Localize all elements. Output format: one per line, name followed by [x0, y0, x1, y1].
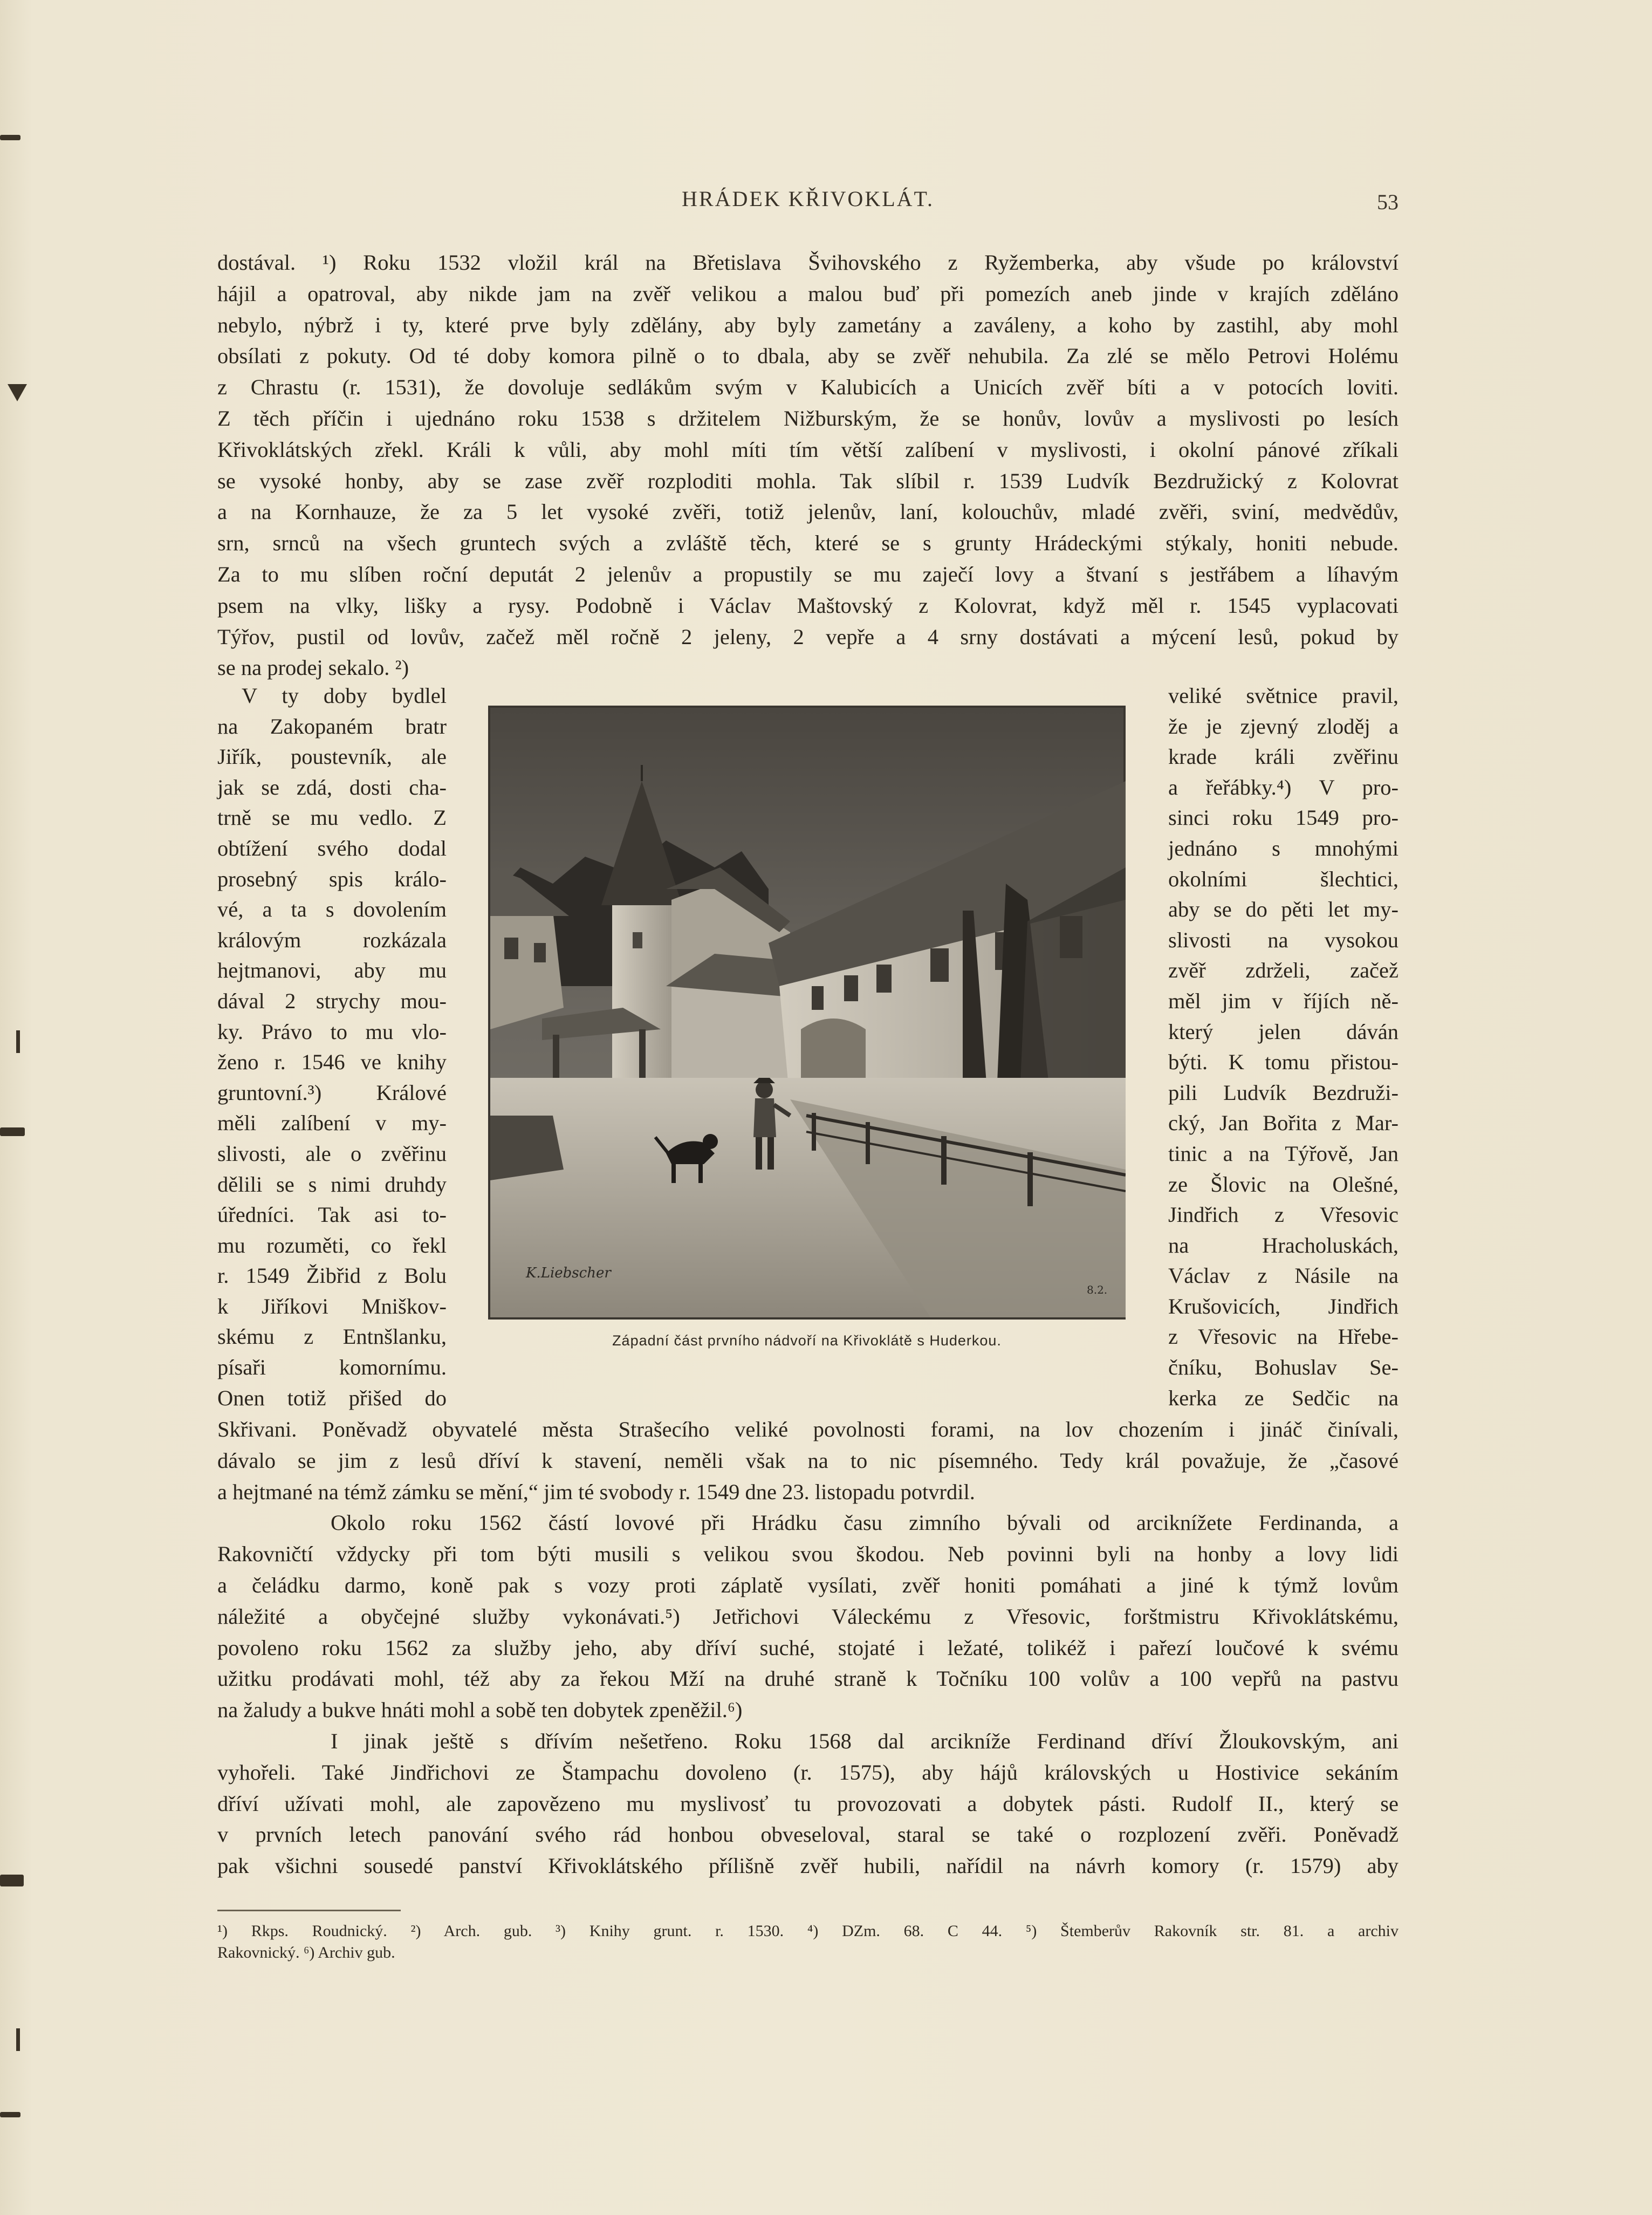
engraving-illustration [488, 706, 1126, 1320]
text-line: z Chrastu (r. 1531), že dovoluje sedlákům svým v Kalubicích a Unicích zvěř bíti a v potocích loviti. [217, 375, 1399, 400]
column-line: r. 1549 Žibřid z Bolu [217, 1263, 447, 1288]
column-line: který jelen dáván [1168, 1019, 1399, 1044]
column-line: dával 2 strychy mou- [217, 988, 447, 1013]
margin-mark [16, 1030, 20, 1053]
column-line: sinci roku 1549 pro- [1168, 805, 1399, 830]
text-line: pak všichni sousedé panství Křivoklátského přílišně zvěř hubili, nařídil na návrh komory (r. 1579) aby [217, 1854, 1399, 1878]
column-line: obtížení svého dodal [217, 836, 447, 860]
margin-mark [8, 384, 27, 401]
text-line: Rakovničtí vždycky při tom býti musili s velikou svou škodou. Neb povinni byli na honby a lovy lidi [217, 1542, 1399, 1567]
column-line: cký, Jan Bořita z Mar- [1168, 1111, 1399, 1136]
margin-mark [16, 2028, 20, 2051]
text-line: a na Kornhauze, že za 5 let vysoké zvěři, totiž jelenův, laní, kolouchův, mladé zvěři, sviní, medvědův, [217, 500, 1399, 524]
text-line: na žaludy a bukve hnáti mohl a sobě ten dobytek zpeněžil.⁶) [217, 1698, 743, 1722]
margin-mark [0, 1127, 25, 1136]
text-line: nebylo, nýbrž i ty, které prve byly zdělány, aby byly zametány a zaváleny, a koho by zastihl, aby mohl [217, 312, 1399, 337]
body-paragraph-bottom [217, 1414, 1399, 1882]
text-line: srn, srnců na všech gruntech svých a zvláště těch, které se s grunty Hrádeckými stýkaly, honiti nebude. [217, 531, 1399, 556]
column-line: mu rozuměti, co řekl [217, 1233, 447, 1257]
text-line: náležité a obyčejné služby vykonávati.⁵) Jetřichovi Váleckému z Vřesovic, forštmistru Křivoklátskému, [217, 1604, 1399, 1629]
column-line: ky. Právo to mu vlo- [217, 1019, 447, 1044]
column-line: slivosti, ale o zvěřinu [217, 1141, 447, 1166]
column-line: Jiřík, poustevník, ale [217, 744, 447, 769]
column-line: gruntovní.³) Králové [217, 1080, 447, 1105]
column-line: býti. K tomu přistou- [1168, 1050, 1399, 1075]
column-line: úředníci. Tak asi to- [217, 1202, 447, 1227]
running-header [217, 186, 1399, 218]
text-line: dříví užívati mohl, ale zapovězeno mu myslivosť tu provozovati a dobytek pásti. Rudolf II., který se [217, 1791, 1399, 1816]
column-line: měl jim v říjích ně- [1168, 988, 1399, 1013]
text-line: povoleno roku 1562 za služby jeho, aby dříví suché, stojaté i ležaté, tolikéž i pařezí loučové k svému [217, 1635, 1399, 1660]
column-line: zvěř zdrželi, začež [1168, 958, 1399, 983]
column-line: V ty doby bydlel [242, 683, 447, 708]
footnote-rule [217, 1910, 401, 1911]
column-line: jak se zdá, dosti cha- [217, 775, 447, 799]
column-line: prosebný spis králo- [217, 866, 447, 891]
column-line: veliké světnice pravil, [1168, 683, 1399, 708]
margin-mark [0, 135, 20, 140]
text-line: vyhořeli. Také Jindřichovi ze Štampachu dovoleno (r. 1575), aby hájů královských u Hostivice sekáním [217, 1760, 1399, 1785]
column-line: ze Šlovic na Olešné, [1168, 1172, 1399, 1197]
column-line: kerka ze Sedčic na [1168, 1385, 1399, 1410]
column-line: Jindřich z Vřesovic [1168, 1202, 1399, 1227]
column-line: skému z Entnšlanku, [217, 1324, 447, 1349]
column-line: aby se do pěti let my- [1168, 897, 1399, 922]
text-line: Z těch příčin i ujednáno roku 1538 s držitelem Nižburským, že se honův, lovův a myslivosti po lesích [217, 406, 1399, 430]
text-line: dávalo se jim z lesů dříví k stavení, neměli však na to nic písemného. Tedy král považuje, že „časové [217, 1448, 1399, 1473]
column-line: Václav z Násile na [1168, 1263, 1399, 1288]
plate-mark: 8.2. [1087, 1283, 1108, 1296]
text-line: Okolo roku 1562 částí lovové při Hrádku času zimního bývali od arciknížete Ferdinanda, a [331, 1510, 1399, 1535]
footnote-line: Rakovnický. ⁶) Archiv gub. [217, 1944, 395, 1961]
column-line: vé, a ta s dovolením [217, 897, 447, 922]
column-line: královým rozkázala [217, 927, 447, 952]
column-line: pili Ludvík Bezdruži- [1168, 1080, 1399, 1105]
running-title: HRÁDEK KŘIVOKLÁT. [682, 187, 934, 211]
text-line: v prvních letech panování svého rád honbou obveseloval, staral se také o rozplození zvěři. Poněvadž [217, 1822, 1399, 1847]
column-line: a řeřábky.⁴) V pro- [1168, 775, 1399, 799]
page-number: 53 [1377, 190, 1399, 214]
text-line: a čeládku darmo, koně pak s vozy proti záplatě vysílati, zvěř honiti pomáhati a jiné k týmž lovům [217, 1573, 1399, 1597]
text-line: I jinak ještě s dřívím nešetřeno. Roku 1568 dal arcikníže Ferdinand dříví Žloukovským, ani [331, 1728, 1399, 1753]
left-column-text [217, 681, 447, 1413]
text-line: užitku prodávati mohl, též aby za řekou Mží na druhé straně k Točníku 100 volův a 100 vepřů na pastvu [217, 1666, 1399, 1691]
text-line: obsílati z pokuty. Od té doby komora pilně o to dbala, aby se zvěř nehubila. Za zlé se mělo Petrovi Holému [217, 344, 1399, 368]
column-line: písaři komornímu. [217, 1355, 447, 1380]
footnote-line: ¹) Rkps. Roudnický. ²) Arch. gub. ³) Knihy grunt. r. 1530. ⁴) DZm. 68. C 44. ⁵) Štemberův Rakovník str. 81. a archiv [217, 1922, 1399, 1940]
column-line: jednáno s mnohými [1168, 836, 1399, 860]
column-line: že je zjevný zloděj a [1168, 714, 1399, 739]
column-line: čníku, Bohuslav Se- [1168, 1355, 1399, 1380]
column-line: ženo r. 1546 ve knihy [217, 1050, 447, 1075]
artist-signature: K.Liebscher [526, 1265, 611, 1281]
column-line: z Vřesovic na Hřebe- [1168, 1324, 1399, 1349]
footnotes [217, 1920, 1399, 1964]
courtyard-engraving [488, 706, 1126, 1320]
column-line: měli zalíbení v my- [217, 1111, 447, 1136]
text-line: Křivoklátských zřekl. Králi k vůli, aby mohl míti tím větší zalíbení v myslivosti, i okolní pánové zříkali [217, 437, 1399, 462]
text-line: hájil a opatroval, aby nikde jam na zvěř velikou a malou buď při pomezích aneb jinde v krajích zděláno [217, 281, 1399, 306]
column-line: Krušovicích, Jindřich [1168, 1294, 1399, 1318]
figure-caption: Západní část prvního nádvoří na Křivoklátě s Huderkou. [612, 1332, 1002, 1349]
margin-mark [0, 2112, 20, 2117]
text-line: se na prodej sekalo. ²) [217, 655, 409, 680]
text-line: se vysoké honby, aby se zase zvěř rozploditi mohla. Tak slíbil r. 1539 Ludvík Bezdružický z Kolovrat [217, 468, 1399, 493]
text-line: dostával. ¹) Roku 1532 vložil král na Břetislava Švihovského z Ryžemberka, aby všude po království [217, 250, 1399, 275]
column-line: hejtmanovi, aby mu [217, 958, 447, 983]
text-line: Za to mu slíben roční deputát 2 jelenův a propustily se mu zaječí lovy a štvaní s jestřábem a líhavým [217, 562, 1399, 586]
column-line: dělili se s nimi druhdy [217, 1172, 447, 1197]
column-line: Onen totiž přišed do [217, 1385, 447, 1410]
column-line: trně se mu vedlo. Z [217, 805, 447, 830]
column-line: slivosti na vysokou [1168, 927, 1399, 952]
right-column-text [1168, 681, 1399, 1413]
text-line: a hejtmané na témž zámku se mění,“ jim té svobody r. 1549 dne 23. listopadu potvrdil. [217, 1479, 975, 1504]
margin-mark [0, 1875, 24, 1886]
body-paragraph-top [217, 247, 1399, 683]
column-line: na Zakopaném bratr [217, 714, 447, 739]
column-line: okolními šlechtici, [1168, 866, 1399, 891]
text-line: psem na vlky, lišky a rysy. Podobně i Václav Maštovský z Kolovrat, když měl r. 1545 vyplacovati [217, 593, 1399, 618]
column-line: k Jiříkovi Mniškov- [217, 1294, 447, 1318]
column-line: krade králi zvěřinu [1168, 744, 1399, 769]
text-line: Skřivani. Poněvadž obyvatelé města Strašecího veliké povolnosti forami, na lov chozením i jináč činívali, [217, 1417, 1399, 1441]
column-line: tinic a na Týřově, Jan [1168, 1141, 1399, 1166]
column-line: na Hracholuskách, [1168, 1233, 1399, 1257]
text-line: Týřov, pustil od lovův, začež měl ročně 2 jeleny, 2 vepře a 4 srny dostávati a mýcení lesů, pokud by [217, 624, 1399, 649]
